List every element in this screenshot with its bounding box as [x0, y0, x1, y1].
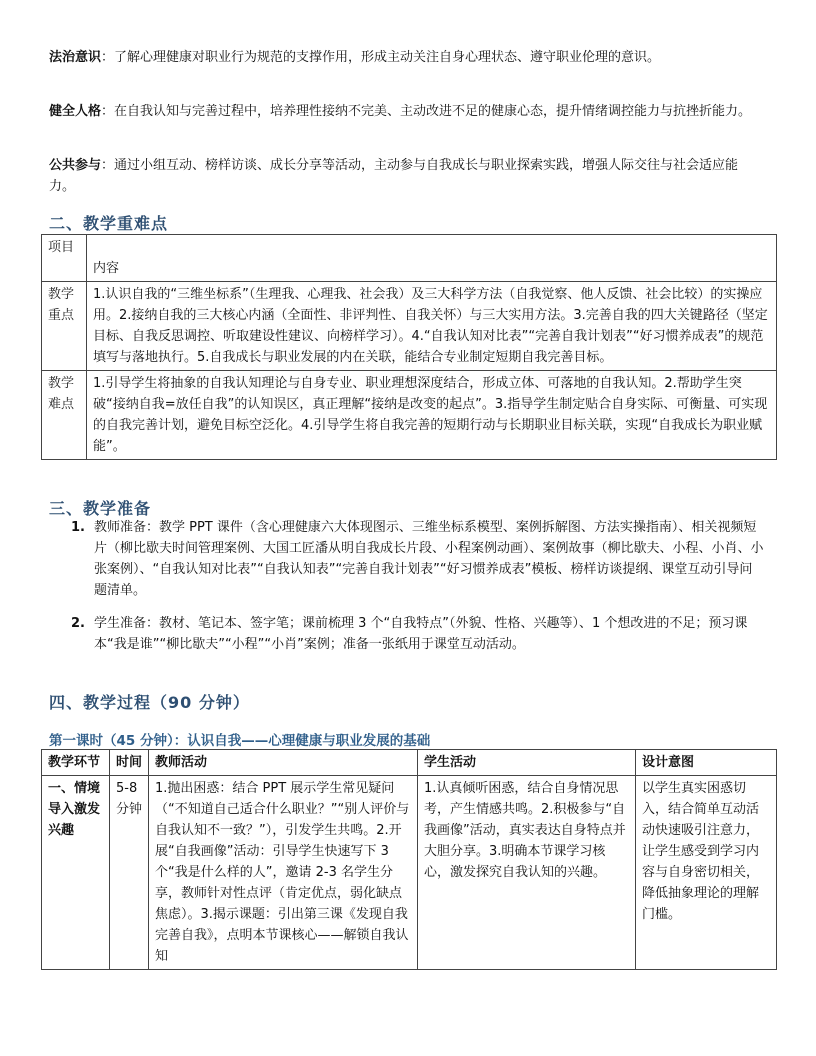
header-content: 内容 [87, 235, 777, 282]
section-heading-key-points: 二、教学重难点 [49, 214, 169, 233]
list-item [72, 613, 764, 655]
objective-participation [49, 155, 763, 197]
header-step: 教学环节 [42, 750, 110, 776]
objective-law [49, 47, 763, 68]
table-row [42, 371, 777, 460]
table-row [42, 282, 777, 371]
list-text: 学生准备：教材、笔记本、签字笔；课前梳理 3 个“自我特点”（外貌、性格、兴趣等）、1 个想改进的不足；预习课本“我是谁”“柳比歇夫”“小程”“小肖”案例；准备一张纸用于课堂互动活动。 [94, 616, 748, 652]
key-points-table [41, 234, 777, 460]
table-row [42, 776, 777, 970]
section-heading-preparation: 三、教学准备 [49, 499, 152, 518]
list-item [72, 517, 764, 601]
row-time: 5-8 分钟 [110, 776, 149, 970]
objective-text: ：了解心理健康对职业行为规范的支撑作用，形成主动关注自身心理状态、遵守职业伦理的意识。 [101, 50, 661, 65]
objective-text: ：通过小组互动、榜样访谈、成长分享等活动，主动参与自我成长与职业探索实践，增强人际交往与社会适应能力。 [49, 158, 739, 194]
table-header-row [42, 235, 777, 282]
row-step: 一、情境导入激发兴趣 [42, 776, 110, 970]
row-teacher: 1.抛出困惑：结合 PPT 展示学生常见疑问（“不知道自己适合什么职业？”“别人评价与自我认知不一致？”），引发学生共鸣。2.开展“自我画像”活动：引导学生快速写下 3 个“我是什么样的人”，邀请 2-3 名学生分享，教师针对性点评（肯定优点，弱化缺点焦虑）。3.揭示课题：引出第三课《发现自我 完善自我》，点明本节课核心——解锁自我认知 [149, 776, 418, 970]
objective-personality [49, 101, 763, 122]
objective-text: ：在自我认知与完善过程中，培养理性接纳不完美、主动改进不足的健康心态，提升情绪调控能力与抗挫折能力。 [101, 104, 752, 119]
row-content: 1.引导学生将抽象的自我认知理论与自身专业、职业理想深度结合，形成立体、可落地的自我认知。2.帮助学生突破“接纳自我=放任自我”的认知误区，真正理解“接纳是改变的起点”。3.指导学生制定贴合自身实际、可衡量、可实现的自我完善计划，避免目标空泛化。4.引导学生将自我完善的短期行动与长期职业目标关联，实现“自我成长为职业赋能”。 [87, 371, 777, 460]
list-text: 教师准备：教学 PPT 课件（含心理健康六大体现图示、三维坐标系模型、案例拆解图、方法实操指南）、相关视频短片（柳比歇夫时间管理案例、大国工匠潘从明自我成长片段、小程案例动画）、案例故事（柳比歇夫、小程、小肖、小张案例）、“自我认知对比表”“自我认知表”“完善自我计划表”“好习惯养成表”模板、榜样访谈提纲、课堂互动引导问题清单。 [94, 520, 764, 598]
lesson-subtitle: 第一课时（45 分钟）：认识自我——心理健康与职业发展的基础 [49, 733, 431, 749]
header-teacher: 教师活动 [149, 750, 418, 776]
objective-label: 健全人格 [49, 104, 102, 119]
list-number: 1. [71, 520, 85, 535]
table-header-row [42, 750, 777, 776]
list-number: 2. [71, 616, 85, 631]
header-time: 时间 [110, 750, 149, 776]
header-student: 学生活动 [418, 750, 636, 776]
row-item: 教学难点 [42, 371, 87, 460]
header-item: 项目 [42, 235, 87, 282]
row-student: 1.认真倾听困惑，结合自身情况思考，产生情感共鸣。2.积极参与“自我画像”活动，真实表达自身特点并大胆分享。3.明确本节课学习核心，激发探究自我认知的兴趣。 [418, 776, 636, 970]
row-intent: 以学生真实困惑切入，结合简单互动活动快速吸引注意力，让学生感受到学习内容与自身密切相关，降低抽象理论的理解门槛。 [636, 776, 777, 970]
objective-label: 法治意识 [49, 50, 102, 65]
row-item: 教学重点 [42, 282, 87, 371]
objective-label: 公共参与 [49, 158, 102, 173]
header-intent: 设计意图 [636, 750, 777, 776]
process-table [41, 749, 777, 970]
row-content: 1.认识自我的“三维坐标系”（生理我、心理我、社会我）及三大科学方法（自我觉察、他人反馈、社会比较）的实操应用。2.接纳自我的三大核心内涵（全面性、非评判性、自我关怀）与三大实用方法。3.完善自我的四大关键路径（坚定目标、自我反思调控、听取建设性建议、向榜样学习）。4.“自我认知对比表”“完善自我计划表”“好习惯养成表”的规范填写与落地执行。5.自我成长与职业发展的内在关联，能结合专业制定短期自我完善目标。 [87, 282, 777, 371]
section-heading-process: 四、教学过程（90 分钟） [49, 693, 250, 712]
